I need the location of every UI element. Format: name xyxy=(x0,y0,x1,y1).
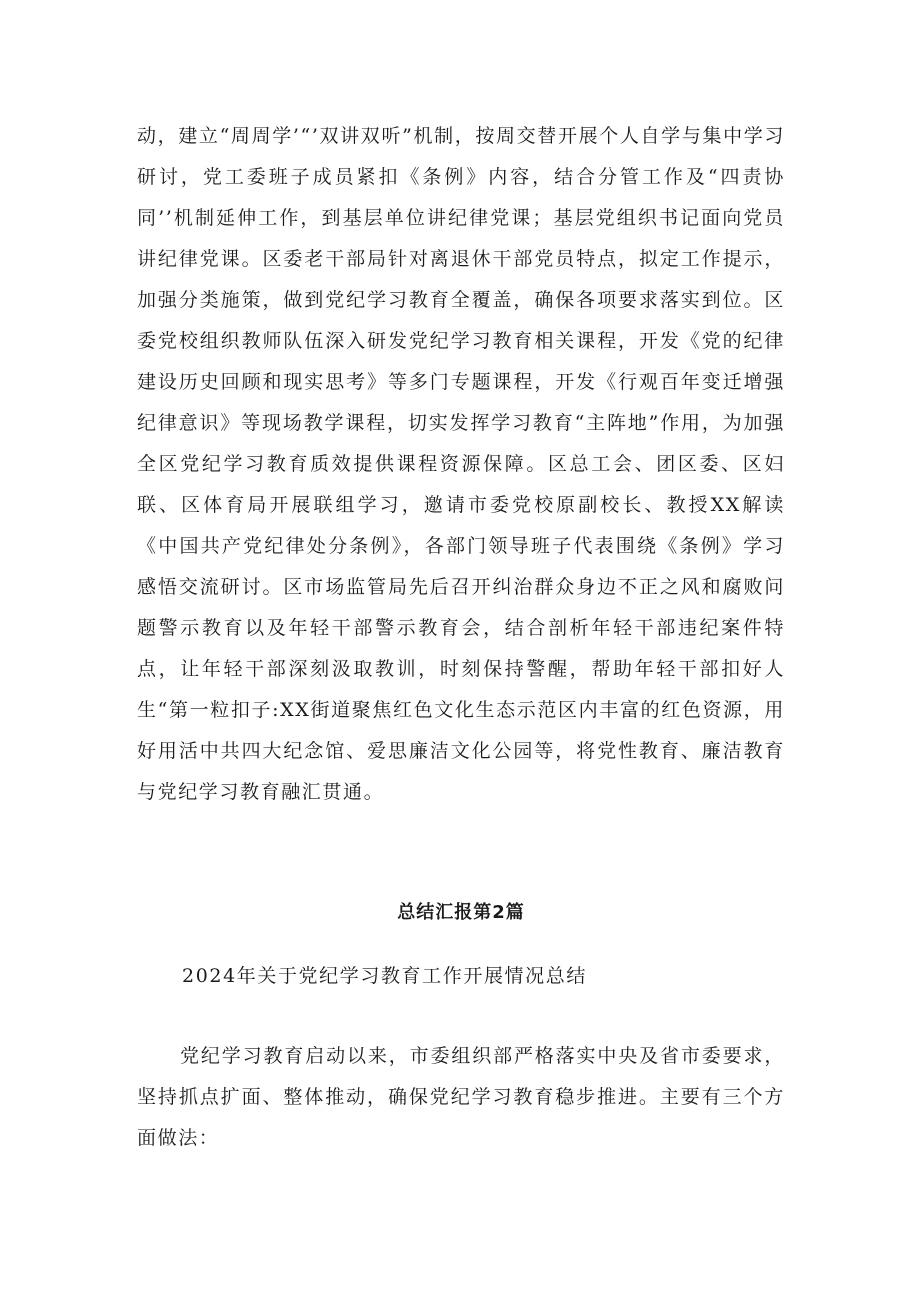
intro-paragraph: 党纪学习教育启动以来，市委组织部严格落实中央及省市委要求，坚持抓点扩面、整体推动，确保党纪学习教育稳步推进。主要有三个方面做法： xyxy=(137,1045,785,1149)
section-heading: 总结汇报第2篇 xyxy=(397,902,525,923)
document-title: 2024年关于党纪学习教育工作开展情况总结 xyxy=(182,965,587,987)
body-paragraph-block xyxy=(137,116,785,813)
intro-paragraph-block xyxy=(137,1036,785,1159)
body-paragraph: 动，建立“周周学’“’双讲双听”机制，按周交替开展个人自学与集中学习研讨，党工委班子成员紧扣《条例》内容，结合分管工作及“四责协同’’机制延伸工作，到基层单位讲纪律党课；基层党组织书记面向党员讲纪律党课。区委老干部局针对离退休干部党员特点，拟定工作提示，加强分类施策，做到党纪学习教育全覆盖，确保各项要求落实到位。区委党校组织教师队伍深入研发党纪学习教育相关课程，开发《党的纪律建设历史回顾和现实思考》等多门专题课程，开发《行观百年变迁增强纪律意识》等现场教学课程，切实发挥学习教育“主阵地”作用，为加强全区党纪学习教育质效提供课程资源保障。区总工会、团区委、区妇联、区体育局开展联组学习，邀请市委党校原副校长、教授XX解读《中国共产党纪律处分条例》，各部门领导班子代表围绕《条例》学习感悟交流研讨。区市场监管局先后召开纠治群众身边不正之风和腐败问题警示教育以及年轻干部警示教育会，结合剖析年轻干部违纪案件特点，让年轻干部深刻汲取教训，时刻保持警醒，帮助年轻干部扣好人生“第一粒扣子:XX街道聚焦红色文化生态示范区内丰富的红色资源，用好用活中共四大纪念馆、爱思廉洁文化公园等，将党性教育、廉洁教育与党纪学习教育融汇贯通。 xyxy=(137,125,785,803)
